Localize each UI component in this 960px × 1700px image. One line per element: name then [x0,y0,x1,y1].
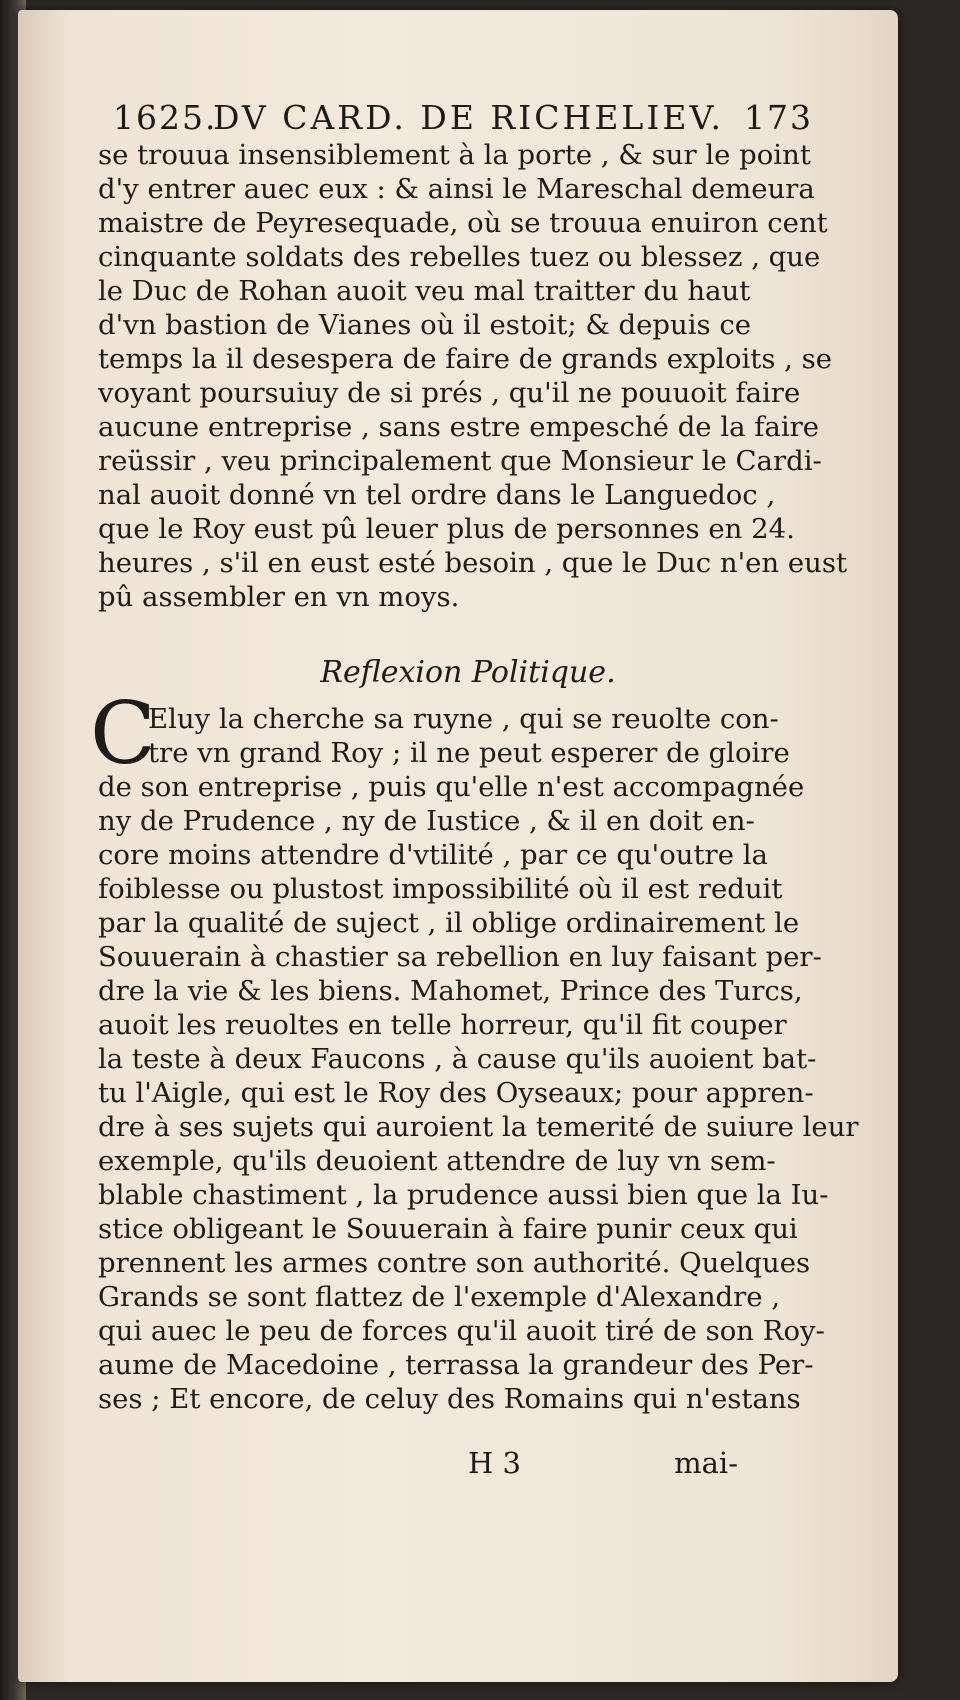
text-line: reüssir , veu principalement que Monsieur le Cardi- [98,445,822,477]
text-line: prennent les armes contre son authorité. Quelques [98,1247,811,1279]
text-line: exemple, qu'ils deuoient attendre de luy vn sem- [98,1145,776,1177]
catchword: mai- [674,1446,738,1480]
text-line: la teste à deux Faucons , à cause qu'ils auoient bat- [98,1043,817,1075]
text-line: heures , s'il en eust esté besoin , que le Duc n'en eust [98,547,847,579]
paragraph-2 [90,684,859,1416]
text-line: tre vn grand Roy ; il ne peut esperer de gloire [148,737,790,769]
text-line: dre à ses sujets qui auroient la temerité de suiure leur [98,1111,859,1143]
text-line: maistre de Peyresequade, où se trouua enuiron cent [98,207,828,239]
header-year: 1625. [113,98,218,137]
text-line: temps la il desespera de faire de grands exploits , se [98,343,833,375]
text-line: d'y entrer auec eux : & ainsi le Mareschal demeura [98,173,815,205]
page-number: 173 [744,98,813,137]
text-line: blable chastiment , la prudence aussi bien que la Iu- [98,1179,829,1211]
text-line: ny de Prudence , ny de Iustice , & il en doit en- [98,805,755,837]
text-line: de son entreprise , puis qu'elle n'est accompagnée [98,771,805,803]
text-line: voyant poursuiuy de si prés , qu'il ne pouuoit faire [98,377,801,409]
header-running-title: DV CARD. DE RICHELIEV. [213,98,725,137]
text-line: core moins attendre d'vtilité , par ce qu'outre la [98,839,768,871]
text-line: que le Roy eust pû leuer plus de personnes en 24. [98,513,795,545]
text-line: se trouua insensiblement à la porte , & sur le point [98,139,811,171]
text-line: stice obligeant le Souuerain à faire punir ceux qui [98,1213,798,1245]
drop-cap: C [90,684,156,784]
text-line: ses ; Et encore, de celuy des Romains qui n'estans [98,1383,801,1415]
text-line: Grands se sont flattez de l'exemple d'Alexandre , [98,1281,781,1313]
text-line: foiblesse ou plustost impossibilité où il est reduit [98,873,783,905]
text-line: tu l'Aigle, qui est le Roy des Oyseaux; pour appren- [98,1077,814,1109]
text-line: le Duc de Rohan auoit veu mal traitter du haut [98,275,751,307]
text-line: qui auec le peu de forces qu'il auoit tiré de son Roy- [98,1315,825,1347]
signature-mark: H 3 [468,1446,521,1480]
text-line: par la qualité de suject , il oblige ordinairement le [98,907,800,939]
page-footer [98,1446,738,1486]
book-page [18,10,898,1682]
text-line: nal auoit donné vn tel ordre dans le Languedoc , [98,479,776,511]
text-line: aume de Macedoine , terrassa la grandeur des Per- [98,1349,814,1381]
text-line: cinquante soldats des rebelles tuez ou blessez , que [98,241,821,273]
text-line: dre la vie & les biens. Mahomet, Prince des Turcs, [98,975,803,1007]
paragraph-1 [98,138,847,690]
text-line: auoit les reuoltes en telle horreur, qu'il fit couper [98,1009,787,1041]
text-line: aucune entreprise , sans estre empesché de la faire [98,411,820,443]
text-line: d'vn bastion de Vianes où il estoit; & depuis ce [98,309,752,341]
text-line: pû assembler en vn moys. [98,581,460,613]
text-line: Souuerain à chastier sa rebellion en luy faisant per- [98,941,822,973]
section-title: Reflexion Politique. [320,655,616,690]
text-line: Eluy la cherche sa ruyne , qui se reuolte con- [148,703,779,735]
running-header [113,98,813,138]
